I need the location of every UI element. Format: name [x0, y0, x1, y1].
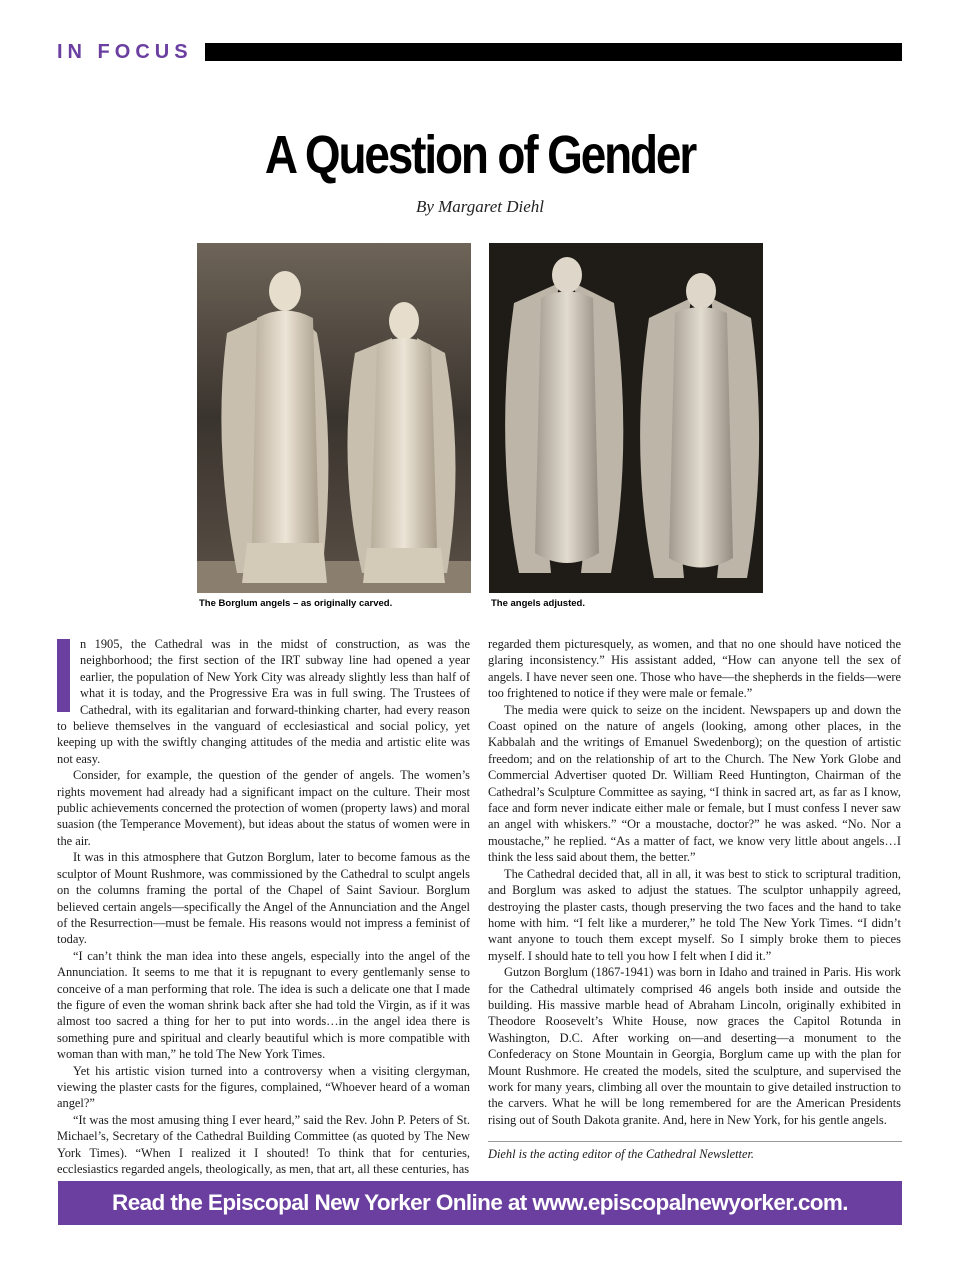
photo-adjusted-angels — [489, 243, 763, 593]
paragraph: Yet his artistic vision turned into a controversy when a visiting clergyman, viewing the plaster casts for the figures, complained, “Whoever heard of a woman angel?” — [57, 1063, 470, 1111]
section-label: IN FOCUS — [57, 41, 193, 63]
article-column-right — [488, 636, 901, 1128]
paragraph: “It was the most amusing thing I ever heard,” said the Rev. John P. Peters of St. Michael’s, Secretary of the Cathedral Building Committee (as quoted by The New York Times). “When I realized it I shouted! To think that for centuries, ecclesiastics regarded angels, theologically, as men, that art, all these centuries, has — [57, 1112, 470, 1176]
article-title: A Question of Gender — [264, 125, 696, 185]
paragraph: The Cathedral decided that, all in all, it was best to stick to scriptural tradition, and Borglum was asked to adjust the statues. The sculptor unhappily agreed, destroying the plaster casts, though preserving the two faces and the hand to take home with him. “I felt like a murderer,” he told The New York Times. “I didn’t want anyone to touch them except myself. So I simply broke them to pieces myself. I should hate to tell you how I felt when I did it.” — [488, 866, 901, 963]
author-note-rule — [488, 1141, 902, 1142]
section-rule — [205, 43, 902, 61]
paragraph: Gutzon Borglum (1867-1941) was born in Idaho and trained in Paris. His work for the Cathedral ultimately comprised 46 angels both inside and outside the building. His massive marble head of Abraham Lincoln, originally exhibited in Theodore Roosevelt’s White House, now graces the Capitol Rotunda in Washington, D.C. After working on—and deserting—a monument to the Confederacy on Stone Mountain in Georgia, Borglum came up with the plan for Mount Rushmore. He created the models, sited the sculpture, and supervised the work for many years, climbing all over the mountain to give detailed instruction to the carvers. What he will be long remembered for are the American Presidents rising out of South Dakota granite. And, here in New York, for his gentle angels. — [488, 965, 901, 1127]
paragraph: regarded them picturesquely, as women, and that no one should have noticed the glaring inconsistency.” His assistant added, “How can anyone tell the sex of angels. I have never seen one. Those who have—the shepherds in the fields—were too frightened to notice if they were male or female.” — [488, 637, 901, 701]
paragraph: It was in this atmosphere that Gutzon Borglum, later to become famous as the sculptor of Mount Rushmore, was commissioned by the Cathedral to sculpt angels on the columns framing the portal of the Chapel of Saint Saviour. Borglum believed certain angels—specifically the Angel of the Annunciation and the Angel of the Resurrection—must be female. His reasons would not impress a feminist of today. — [57, 850, 470, 947]
paragraph: Consider, for example, the question of the gender of angels. The women’s rights movement had already had a significant impact on the culture. Their most public achievements concerned the protection of women (property laws) and moral suasion (the Temperance Movement), but ideas about the status of women were in the air. — [57, 768, 470, 848]
byline: By Margaret Diehl — [415, 197, 545, 216]
article-column-left — [57, 636, 470, 1177]
section-header — [57, 40, 902, 64]
paragraph: The media were quick to seize on the incident. Newspapers up and down the Coast opined on the nature of angels (looking, among other places, in the Kabbalah and the writings of Emanuel Swedenborg); on the question of artistic freedom; and on the relationship of art to the Church. The New York Globe and Commercial Advertiser quoted Dr. William Reed Huntington, Chairman of the Cathedral’s Sculpture Committee as saying, “I think in sacred art, as far as I know, face and form never indicate either male or female, but I must confess I never saw an angel with whiskers.” “Or a moustache, doctor?” he was asked. “No. Nor a moustache,” he replied. “As a matter of fact, we know very little about angels…I think the less said about them, the better.” — [488, 702, 901, 865]
paragraph: “I can’t think the man idea into these angels, especially into the angel of the Annunciation. It seems to me that it is repugnant to every gentlemanly sense to conceive of a man performing that role. The idea is such a delicate one that I made the figure of even the woman shrink back after she had told the Virgin, as if it was almost too sacred a thing for her to put into words…in the angel idea there is something pure and spiritual and clearly beautiful which is more compatible with woman than with man,” he told The New York Times. — [57, 948, 470, 1062]
photo-original-angels — [197, 243, 471, 593]
caption-original: The Borglum angels – as originally carved. — [199, 598, 393, 609]
caption-adjusted: The angels adjusted. — [491, 598, 585, 609]
paragraph: n 1905, the Cathedral was in the midst of construction, as was the neighborhood; the first section of the IRT subway line had opened a year earlier, the population of New York City was already slightly less than half of what it is today, and the Progressive Era was in full swing. The Trustees of Cathedral, with its egalitarian and forward-thinking charter, had every reason to believe themselves in the vanguard of ecclesiastical and social policy, yet keeping up with the swiftly changing attitudes of the media and artistic elite was not easy. — [57, 637, 470, 766]
author-note: Diehl is the acting editor of the Cathedral Newsletter. — [488, 1147, 755, 1161]
footer-promo[interactable]: Read the Episcopal New Yorker Online at www.episcopalnewyorker.com. — [58, 1181, 902, 1225]
drop-cap — [57, 639, 70, 712]
